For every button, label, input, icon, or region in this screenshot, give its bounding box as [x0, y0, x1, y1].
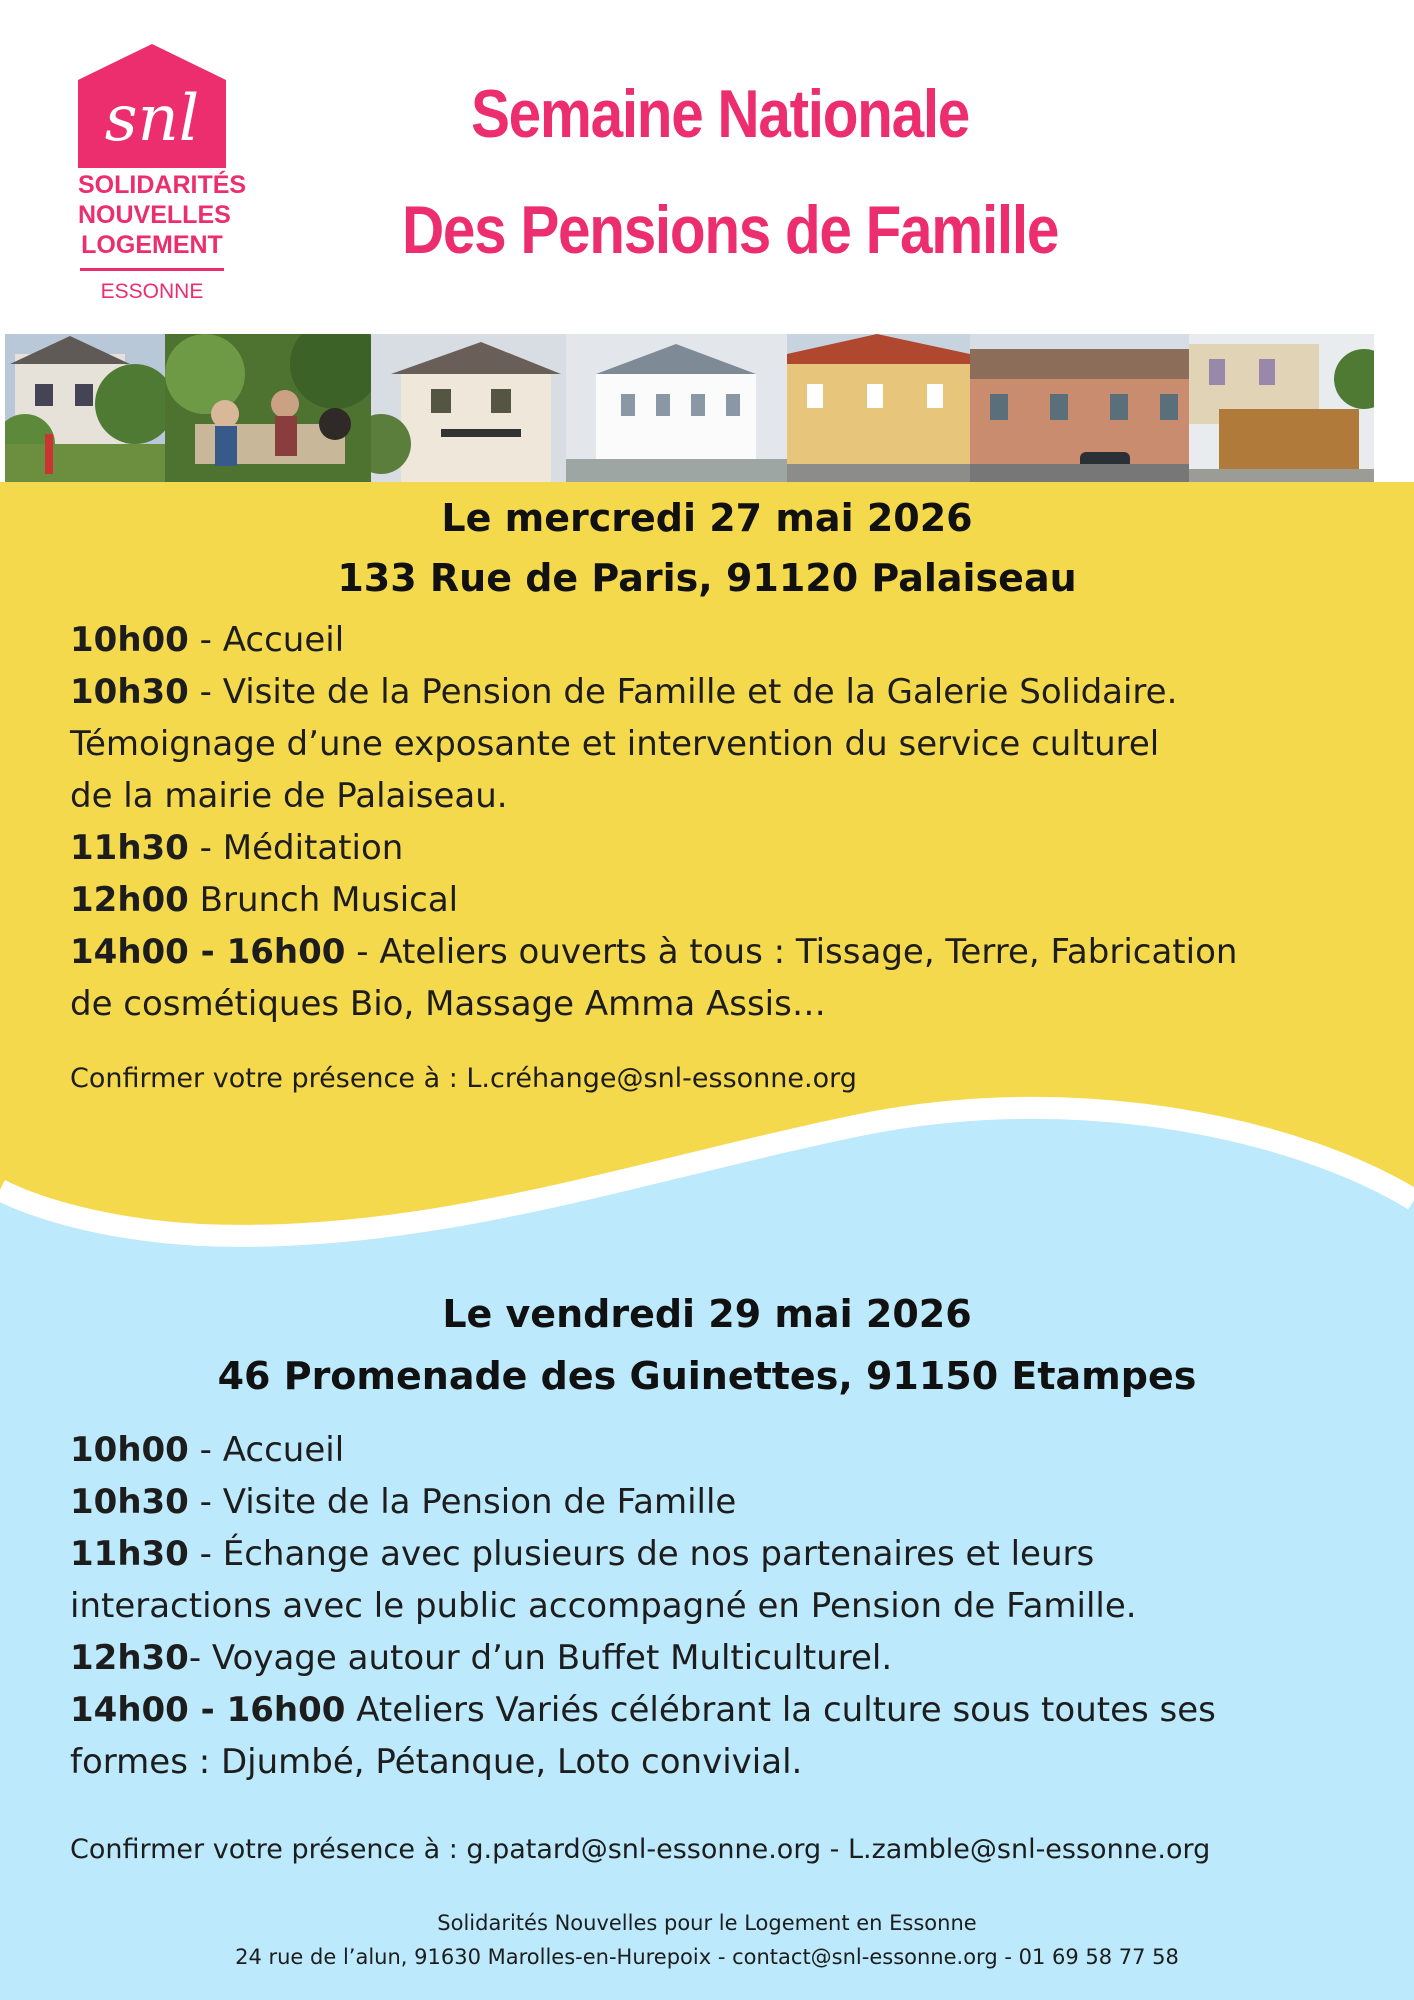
- event1-date: Le mercredi 27 mai 2026: [441, 496, 973, 540]
- photo-wooden-extension: [1189, 334, 1374, 482]
- schedule-line: 11h30 - Échange avec plusieurs de nos partenaires et leurs: [70, 1534, 1095, 1574]
- snl-logo: [78, 44, 247, 309]
- schedule-line: 11h30 - Méditation: [70, 828, 404, 868]
- event2-confirm[interactable]: Confirmer votre présence à : g.patard@snl-essonne.org - L.zamble@snl-essonne.org: [70, 1834, 1211, 1865]
- logo-line-2: NOUVELLES: [78, 201, 231, 229]
- schedule-line: 14h00 - 16h00 - Ateliers ouverts à tous : Tissage, Terre, Fabrication: [70, 932, 1238, 972]
- schedule-line: interactions avec le public accompagné en Pension de Famille.: [70, 1586, 1137, 1626]
- event1-schedule: [70, 614, 1370, 1030]
- logo-mark: snl: [104, 82, 200, 156]
- house-logo-icon: [78, 44, 226, 168]
- event2-address: 46 Promenade des Guinettes, 91150 Etampes: [217, 1354, 1197, 1398]
- logo-line-3: LOGEMENT: [81, 231, 223, 259]
- event1-address: 133 Rue de Paris, 91120 Palaiseau: [337, 556, 1077, 600]
- event2-schedule: [70, 1424, 1370, 1788]
- photo-house-garden: [5, 334, 165, 482]
- schedule-line: de cosmétiques Bio, Massage Amma Assis…: [70, 984, 826, 1024]
- photo-house-balcony: [371, 334, 566, 482]
- photo-stone-building: [970, 334, 1189, 482]
- page-title-line-2: Des Pensions de Famille: [401, 192, 1059, 268]
- schedule-line: de la mairie de Palaiseau.: [70, 776, 508, 816]
- photo-strip: [5, 334, 1414, 482]
- footer-contact: 24 rue de l’alun, 91630 Marolles-en-Hurepoix - contact@snl-essonne.org - 01 69 58 77 58: [235, 1945, 1179, 1969]
- schedule-line: 12h30- Voyage autour d’un Buffet Multiculturel.: [70, 1638, 893, 1678]
- page-title-line-1: Semaine Nationale: [470, 76, 970, 152]
- logo-subtitle: ESSONNE: [100, 280, 204, 303]
- schedule-line: 10h30 - Visite de la Pension de Famille: [70, 1482, 737, 1522]
- photo-yellow-building: [787, 334, 970, 482]
- schedule-line: 10h30 - Visite de la Pension de Famille et de la Galerie Solidaire.: [70, 672, 1178, 712]
- photo-white-building: [566, 334, 787, 482]
- schedule-line: Témoignage d’une exposante et intervention du service culturel: [70, 724, 1160, 764]
- wave-divider: [0, 1090, 1414, 1310]
- event1-confirm[interactable]: Confirmer votre présence à : L.créhange@snl-essonne.org: [70, 1063, 857, 1094]
- schedule-line: formes : Djumbé, Pétanque, Loto convivial.: [70, 1742, 803, 1782]
- logo-wordmark: [78, 170, 247, 260]
- event2-date: Le vendredi 29 mai 2026: [442, 1292, 972, 1336]
- photo-people-meal: [165, 334, 371, 482]
- schedule-line: 10h00 - Accueil: [70, 620, 345, 660]
- schedule-line: 12h00 Brunch Musical: [70, 880, 459, 920]
- schedule-line: 14h00 - 16h00 Ateliers Variés célébrant la culture sous toutes ses: [70, 1690, 1216, 1730]
- logo-divider: [80, 268, 224, 271]
- footer-org: Solidarités Nouvelles pour le Logement en Essonne: [437, 1911, 977, 1935]
- logo-line-1: SOLIDARITÉS: [78, 171, 247, 199]
- schedule-line: 10h00 - Accueil: [70, 1430, 345, 1470]
